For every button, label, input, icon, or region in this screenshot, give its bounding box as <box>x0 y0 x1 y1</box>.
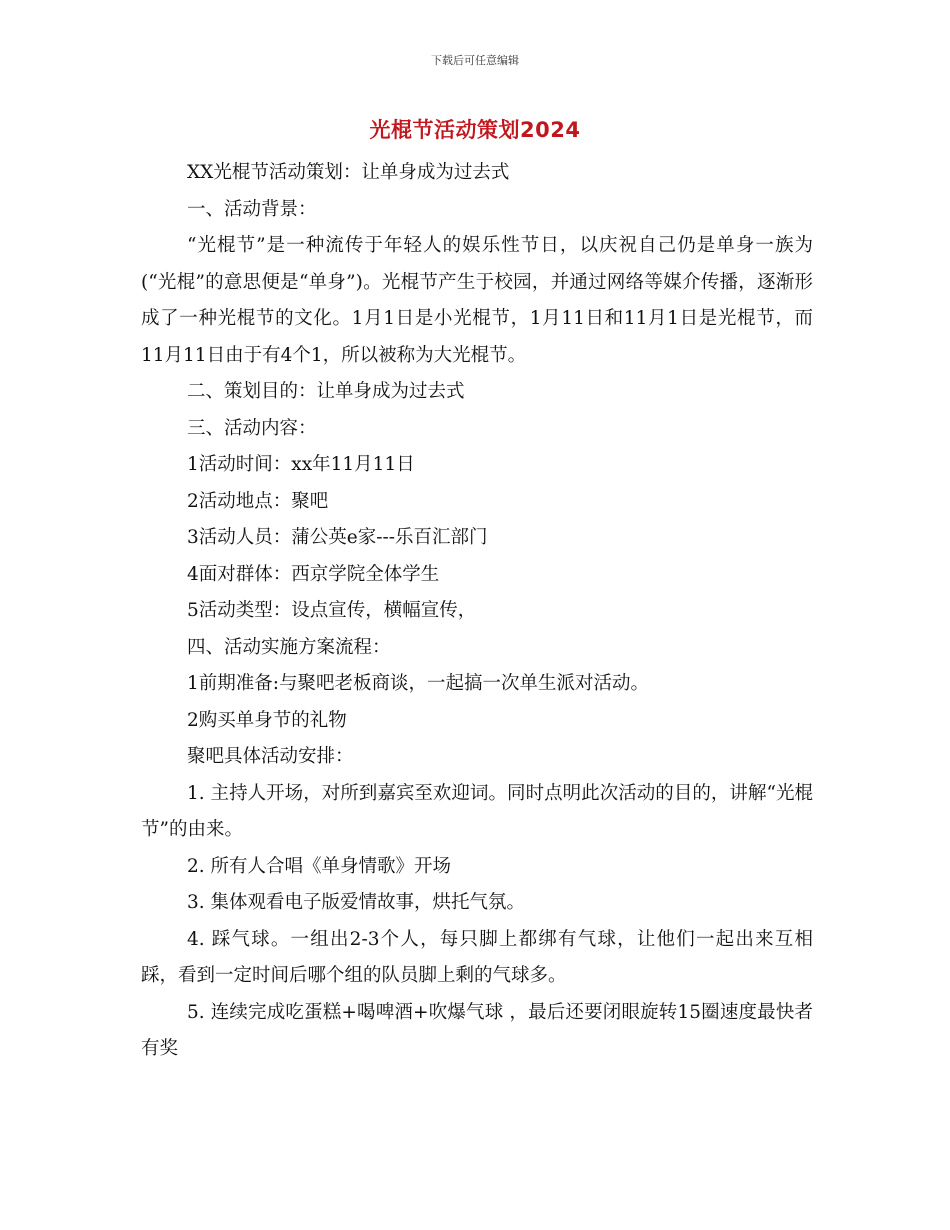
heading-content: 三、活动内容： <box>187 417 317 439</box>
content-item-audience: 4面对群体：西京学院全体学生 <box>187 563 440 585</box>
heading-process: 四、活动实施方案流程： <box>187 636 391 658</box>
content-item-time: 1活动时间：xx年11月11日 <box>187 454 415 475</box>
content-item-location: 2活动地点：聚吧 <box>187 490 329 512</box>
process-item-gifts: 2购买单身节的礼物 <box>187 709 347 731</box>
document-body <box>141 155 813 1068</box>
paragraph-subtitle: XX光棍节活动策划：让单身成为过去式 <box>187 162 510 183</box>
content-item-type: 5活动类型：设点宣传，横幅宣传， <box>187 600 477 621</box>
document-title: 光棍节活动策划2024 <box>369 118 581 142</box>
schedule-item-5: 5. 连续完成吃蛋糕+喝啤酒+吹爆气球 ，最后还要闭眼旋转15圈速度最快者有奖 <box>141 1001 813 1059</box>
heading-purpose: 二、策划目的：让单身成为过去式 <box>187 381 465 402</box>
process-item-preparation: 1前期准备:与聚吧老板商谈，一起搞一次单生派对活动。 <box>187 673 650 694</box>
page-header-note: 下载后可任意编辑 <box>431 54 519 67</box>
schedule-item-4: 4. 踩气球。一组出2-3个人，每只脚上都绑有气球，让他们一起出来互相踩，看到一定时间后哪个组的队员脚上剩的气球多。 <box>141 928 813 986</box>
paragraph-background: “光棍节”是一种流传于年轻人的娱乐性节日，以庆祝自己仍是单身一族为(“光棍”的意思便是“单身”)。光棍节产生于校园，并通过网络等媒介传播，逐渐形成了一种光棍节的文化。1月1日是小光棍节，1月11日和11月1日是光棍节，而11月11日由于有4个1，所以被称为大光棍节。 <box>141 235 813 366</box>
content-item-staff: 3活动人员：蒲公英e家---乐百汇部门 <box>187 527 488 548</box>
schedule-item-1: 1. 主持人开场，对所到嘉宾至欢迎词。同时点明此次活动的目的，讲解“光棍节”的由来。 <box>141 782 813 840</box>
heading-schedule: 聚吧具体活动安排： <box>187 746 354 767</box>
heading-background: 一、活动背景： <box>187 198 317 220</box>
schedule-item-2: 2. 所有人合唱《单身情歌》开场 <box>187 855 452 877</box>
schedule-item-3: 3. 集体观看电子版爱情故事，烘托气氛。 <box>187 892 526 913</box>
